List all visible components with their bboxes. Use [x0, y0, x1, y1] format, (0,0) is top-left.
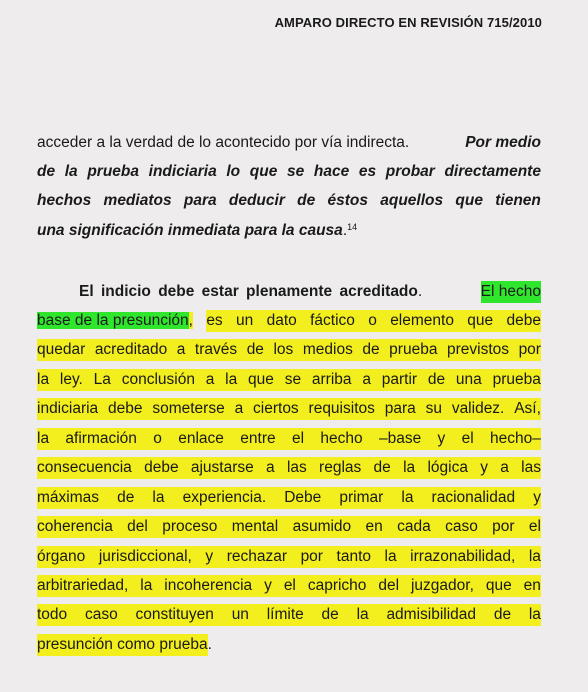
- word: que: [248, 371, 274, 388]
- word: un: [231, 606, 249, 623]
- paragraph2-line5: [37, 398, 541, 420]
- word: Debe: [284, 489, 322, 506]
- word: acreditado: [94, 341, 168, 358]
- word: el: [528, 518, 541, 535]
- word: indiciaria: [37, 400, 99, 417]
- word: proceso: [162, 518, 218, 535]
- word: de: [37, 163, 56, 180]
- word: a: [362, 371, 371, 388]
- text-segment-bold-italic: Por medio: [465, 134, 541, 151]
- word: jurisdiccional,: [98, 548, 192, 565]
- word: la: [528, 548, 541, 565]
- word: constituyen: [135, 606, 214, 623]
- word: para: [183, 192, 217, 209]
- word: el: [291, 430, 305, 447]
- word: a: [234, 400, 244, 417]
- word: deducir: [228, 192, 285, 209]
- word: que: [485, 577, 512, 594]
- word: o: [368, 310, 377, 332]
- word: en: [523, 577, 541, 594]
- word: la: [401, 489, 414, 506]
- word: aquellos: [380, 192, 444, 209]
- word: la: [37, 371, 50, 388]
- paragraph2-line12: [37, 604, 541, 626]
- word: en: [365, 518, 383, 535]
- word: para: [384, 400, 416, 417]
- word: cada: [397, 518, 431, 535]
- word: dato: [267, 310, 297, 332]
- word: prueba: [389, 341, 438, 358]
- word: elemento: [390, 310, 454, 332]
- word: la: [403, 459, 416, 476]
- word: entre: [240, 430, 276, 447]
- paragraph2-line6: [37, 428, 541, 450]
- word: hecho: [320, 430, 363, 447]
- word: partir: [381, 371, 418, 388]
- text-segment-bold: El indicio debe estar plenamente acreditado: [79, 283, 418, 300]
- word: someterse: [152, 400, 225, 417]
- yellow-highlight-text: presunción como prueba: [37, 634, 208, 656]
- word: irrazonabilidad,: [410, 548, 516, 565]
- word: y: [533, 489, 541, 506]
- paragraph2-line2: [37, 310, 541, 332]
- word: es: [206, 310, 222, 332]
- paragraph2-line10: [37, 546, 541, 568]
- word: consecuencia: [37, 459, 132, 476]
- word: fáctico: [310, 310, 355, 332]
- paragraph2-line13: [37, 634, 541, 656]
- word: experiencia.: [182, 489, 267, 506]
- word: y: [437, 430, 446, 447]
- word: juzgador,: [410, 577, 474, 594]
- paragraph2-line11: [37, 575, 541, 597]
- word: caso: [84, 606, 118, 623]
- word: la: [64, 163, 78, 180]
- word: es: [358, 163, 377, 180]
- word: del: [127, 518, 148, 535]
- word: la: [152, 489, 165, 506]
- word: máximas: [37, 489, 100, 506]
- document-header: AMPARO DIRECTO EN REVISIÓN 715/2010: [274, 15, 542, 30]
- text-segment: .: [207, 636, 212, 653]
- word: órgano: [37, 548, 86, 565]
- paragraph2-line9: [37, 516, 541, 538]
- word: arriba: [311, 371, 352, 388]
- word: probar: [385, 163, 435, 180]
- word: través: [194, 341, 238, 358]
- word: ciertos: [253, 400, 299, 417]
- word: de: [427, 371, 446, 388]
- word: prueba: [87, 163, 139, 180]
- paragraph2-line4: [37, 369, 541, 391]
- word: la: [225, 371, 238, 388]
- word: la: [528, 606, 541, 623]
- word: de: [373, 459, 391, 476]
- paragraph1-line4: [37, 220, 541, 242]
- word: la: [384, 548, 397, 565]
- word: quedar: [37, 341, 86, 358]
- text-segment: .: [417, 283, 427, 300]
- word: una: [455, 371, 482, 388]
- word: límite: [266, 606, 304, 623]
- word: de: [117, 489, 135, 506]
- paragraph2-line3: [37, 339, 541, 361]
- word: caso: [445, 518, 478, 535]
- footnote-marker[interactable]: 14: [347, 222, 358, 232]
- word: primar: [339, 489, 384, 506]
- word: ley.: [59, 371, 83, 388]
- word: todo: [37, 606, 68, 623]
- paragraph1-line3: [37, 190, 541, 212]
- text-segment: acceder a la verdad de lo acontecido por vía indirecta.: [37, 134, 414, 151]
- paragraph1-line2: [37, 161, 541, 183]
- word: Así,: [514, 400, 541, 417]
- word: de: [493, 606, 512, 623]
- word: de: [297, 192, 316, 209]
- word: incoherencia: [164, 577, 253, 594]
- word: lógica: [427, 459, 468, 476]
- word: los: [273, 341, 294, 358]
- word: a: [266, 459, 275, 476]
- word: –base: [378, 430, 422, 447]
- word: de: [246, 341, 264, 358]
- yellow-highlight-text: ,: [188, 312, 193, 329]
- word: por: [518, 341, 541, 358]
- word: mental: [231, 518, 279, 535]
- word: requisitos: [308, 400, 375, 417]
- word: que: [249, 163, 278, 180]
- word: un: [236, 310, 253, 332]
- word: validez.: [451, 400, 505, 417]
- word: éstos: [327, 192, 368, 209]
- word: afirmación: [65, 430, 137, 447]
- word: o: [153, 430, 162, 447]
- word: la: [37, 430, 50, 447]
- paragraph2-line7: [37, 457, 541, 479]
- word: tanto: [336, 548, 371, 565]
- word: de: [321, 606, 339, 623]
- word: el: [461, 430, 474, 447]
- word: por: [492, 518, 515, 535]
- word: previstos: [446, 341, 510, 358]
- word: por: [300, 548, 323, 565]
- word: mediatos: [103, 192, 172, 209]
- paragraph2-line8: [37, 487, 541, 509]
- word: a: [500, 459, 509, 476]
- word: asumido: [292, 518, 352, 535]
- text-segment-bold-italic: una significación inmediata para la causa: [37, 222, 343, 239]
- paragraph2-line1: [37, 281, 541, 303]
- word: hechos: [37, 192, 92, 209]
- word: admisibilidad: [386, 606, 477, 623]
- word: y: [480, 459, 488, 476]
- green-highlight-text: base de la presunción: [37, 312, 189, 329]
- word: rechazar: [226, 548, 288, 565]
- word: lo: [226, 163, 241, 180]
- text-segment: .: [342, 222, 348, 239]
- word: su: [425, 400, 442, 417]
- word: ajustarse: [190, 459, 254, 476]
- word: y: [205, 548, 214, 565]
- word: arbitrariedad,: [37, 577, 129, 594]
- word: que: [455, 192, 483, 209]
- green-highlight-text: El hecho: [481, 281, 541, 303]
- text-segment-group: [37, 310, 193, 332]
- word: indiciaria: [148, 163, 217, 180]
- word: y: [264, 577, 272, 594]
- word: se: [284, 371, 302, 388]
- word: La: [93, 371, 111, 388]
- word: tienen: [495, 192, 541, 209]
- word: enlace: [178, 430, 224, 447]
- word: se: [286, 163, 305, 180]
- word: la: [356, 606, 369, 623]
- word: de: [362, 341, 380, 358]
- word: hecho–: [490, 430, 541, 447]
- word: debe: [506, 310, 540, 332]
- word: las: [286, 459, 307, 476]
- word: las: [521, 459, 541, 476]
- word: reglas: [319, 459, 362, 476]
- word: racionalidad: [431, 489, 516, 506]
- word: debe: [108, 400, 143, 417]
- word: conclusión: [121, 371, 195, 388]
- word: del: [378, 577, 400, 594]
- word: la: [140, 577, 153, 594]
- word: prueba: [492, 371, 541, 388]
- word: coherencia: [37, 518, 113, 535]
- paragraph1-line1: [37, 132, 541, 154]
- word: a: [205, 371, 215, 388]
- word: capricho: [307, 577, 367, 594]
- word: que: [467, 310, 493, 332]
- word: a: [176, 341, 186, 358]
- word: medios: [302, 341, 353, 358]
- word: hace: [313, 163, 350, 180]
- word: directamente: [444, 163, 541, 180]
- word: debe: [144, 459, 179, 476]
- word: el: [283, 577, 296, 594]
